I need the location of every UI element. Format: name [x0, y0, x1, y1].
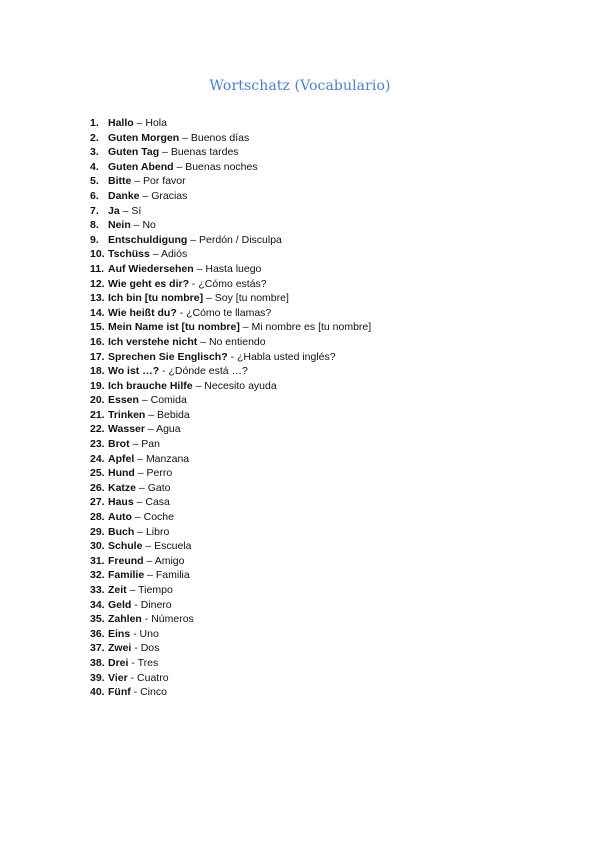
- german-term: Entschuldigung: [108, 233, 188, 246]
- item-number: 1.: [90, 117, 99, 129]
- separator: –: [136, 481, 148, 494]
- vocab-item: [90, 189, 371, 204]
- german-term: Ich bin [tu nombre]: [108, 292, 204, 305]
- german-term: Eins: [108, 627, 131, 640]
- german-term: Wie geht es dir?: [108, 277, 190, 290]
- german-term: Haus: [108, 496, 134, 509]
- german-term: Trinken: [108, 408, 146, 421]
- spanish-translation: Cinco: [140, 686, 167, 699]
- german-term: Freund: [108, 554, 144, 567]
- spanish-translation: Coche: [143, 511, 174, 524]
- separator: –: [133, 496, 146, 509]
- vocab-item: [90, 393, 371, 408]
- item-number: 10.: [90, 248, 105, 261]
- vocab-item: [90, 627, 371, 642]
- spanish-translation: Manzana: [145, 452, 190, 465]
- german-term: Hund: [108, 467, 135, 480]
- separator: –: [187, 233, 200, 246]
- item-number: 18.: [90, 365, 105, 378]
- item-number: 30.: [90, 540, 105, 553]
- item-number: 22.: [90, 423, 105, 436]
- spanish-translation: Uno: [139, 627, 159, 640]
- vocab-item: [90, 437, 371, 452]
- spanish-translation: Pan: [141, 438, 160, 451]
- vocab-item: [90, 364, 371, 379]
- item-number: 38.: [90, 656, 105, 669]
- separator: –: [239, 321, 252, 334]
- separator: –: [134, 452, 146, 465]
- vocab-item: [90, 466, 371, 481]
- spanish-translation: Perro: [146, 467, 173, 480]
- german-term: Guten Morgen: [108, 131, 180, 144]
- german-term: Hallo: [108, 117, 134, 129]
- vocab-item: [90, 218, 371, 233]
- separator: -: [176, 306, 187, 319]
- item-number: 14.: [90, 306, 105, 319]
- item-number: 8.: [90, 219, 99, 232]
- german-term: Buch: [108, 525, 135, 538]
- german-term: Auf Wiedersehen: [108, 262, 194, 275]
- vocab-item: [90, 495, 371, 510]
- spanish-translation: Escuela: [154, 540, 192, 553]
- item-number: 32.: [90, 569, 105, 582]
- item-number: 19.: [90, 379, 105, 392]
- vocab-item: [90, 350, 371, 365]
- spanish-translation: Hasta luego: [205, 262, 262, 275]
- separator: –: [131, 511, 144, 524]
- spanish-translation: Casa: [145, 496, 170, 509]
- separator: –: [129, 438, 142, 451]
- german-term: Wie heißt du?: [108, 306, 177, 319]
- german-term: Zahlen: [108, 613, 142, 626]
- spanish-translation: ¿Cómo estás?: [198, 277, 267, 290]
- vocab-item: [90, 422, 371, 437]
- german-term: Danke: [108, 189, 140, 202]
- vocab-item: [90, 174, 371, 189]
- spanish-translation: Tiempo: [138, 584, 173, 596]
- vocab-item: [90, 131, 371, 146]
- german-term: Drei: [108, 656, 129, 669]
- separator: –: [119, 204, 132, 217]
- item-number: 7.: [90, 204, 99, 217]
- spanish-translation: Dos: [140, 642, 160, 655]
- separator: –: [142, 540, 155, 553]
- german-term: Brot: [108, 438, 130, 451]
- item-number: 6.: [90, 189, 99, 202]
- spanish-translation: Agua: [156, 423, 181, 436]
- spanish-translation: Gato: [147, 481, 171, 494]
- separator: –: [145, 408, 158, 421]
- vocab-item: [90, 262, 371, 277]
- vocab-item: [90, 539, 371, 554]
- vocab-item: [90, 671, 371, 686]
- item-number: 25.: [90, 467, 105, 480]
- vocab-item: [90, 510, 371, 525]
- spanish-translation: Hola: [145, 117, 167, 129]
- separator: –: [193, 262, 206, 275]
- separator: –: [131, 175, 144, 188]
- german-term: Fünf: [108, 686, 131, 699]
- separator: –: [134, 525, 146, 538]
- item-number: 21.: [90, 408, 105, 421]
- item-number: 28.: [90, 511, 105, 524]
- german-term: Apfel: [108, 452, 135, 465]
- item-number: 29.: [90, 525, 105, 538]
- vocab-item: [90, 116, 371, 131]
- item-number: 12.: [90, 277, 105, 290]
- spanish-translation: Libro: [145, 525, 170, 538]
- spanish-translation: Necesito ayuda: [204, 379, 277, 392]
- vocab-item: [90, 408, 371, 423]
- vocab-item: [90, 379, 371, 394]
- item-number: 34.: [90, 598, 105, 611]
- item-number: 4.: [90, 160, 99, 173]
- separator: -: [141, 613, 152, 626]
- vocab-item: [90, 145, 371, 160]
- german-term: Zwei: [108, 642, 132, 655]
- separator: –: [143, 554, 155, 567]
- spanish-translation: Gracias: [151, 189, 188, 202]
- vocab-item: [90, 320, 371, 335]
- spanish-translation: Familia: [155, 569, 190, 582]
- vocab-item: [90, 525, 371, 540]
- spanish-translation: Amigo: [154, 554, 185, 567]
- separator: -: [131, 598, 141, 611]
- separator: -: [227, 350, 237, 363]
- vocab-item: [90, 160, 371, 175]
- german-term: Mein Name ist [tu nombre]: [108, 321, 240, 334]
- item-number: 33.: [90, 584, 105, 596]
- spanish-translation: No entiendo: [208, 335, 266, 348]
- separator: -: [130, 686, 141, 699]
- vocab-item: [90, 554, 371, 569]
- spanish-translation: No: [142, 219, 156, 232]
- german-term: Essen: [108, 394, 139, 407]
- separator: –: [144, 569, 156, 582]
- separator: –: [159, 146, 171, 159]
- item-number: 24.: [90, 452, 105, 465]
- german-term: Schule: [108, 540, 143, 553]
- spanish-translation: Perdón / Disculpa: [199, 233, 282, 246]
- german-term: Auto: [108, 511, 132, 524]
- item-number: 2.: [90, 131, 99, 144]
- item-number: 36.: [90, 627, 105, 640]
- separator: -: [128, 656, 138, 669]
- separator: –: [130, 219, 143, 232]
- vocab-item: [90, 247, 371, 262]
- item-number: 9.: [90, 233, 99, 246]
- german-term: Wo ist …?: [108, 365, 160, 378]
- separator: –: [192, 379, 205, 392]
- vocab-item: [90, 685, 371, 700]
- separator: –: [203, 292, 215, 305]
- separator: –: [197, 335, 209, 348]
- german-term: Ich verstehe nicht: [108, 335, 198, 348]
- german-term: Katze: [108, 481, 137, 494]
- separator: -: [131, 642, 141, 655]
- separator: -: [127, 671, 138, 684]
- item-number: 17.: [90, 350, 105, 363]
- german-term: Guten Abend: [108, 160, 174, 173]
- spanish-translation: Números: [151, 613, 194, 626]
- item-number: 5.: [90, 175, 99, 188]
- separator: -: [159, 365, 169, 378]
- spanish-translation: Cuatro: [137, 671, 169, 684]
- spanish-translation: Buenas tardes: [170, 146, 239, 159]
- item-number: 27.: [90, 496, 105, 509]
- vocab-item: [90, 233, 371, 248]
- german-term: Ja: [108, 204, 120, 217]
- spanish-translation: Soy [tu nombre]: [214, 292, 289, 305]
- spanish-translation: Tres: [137, 656, 159, 669]
- vocab-item: [90, 481, 371, 496]
- item-number: 15.: [90, 321, 105, 334]
- german-term: Familie: [108, 569, 145, 582]
- german-term: Zeit: [108, 584, 127, 596]
- spanish-translation: Bebida: [157, 408, 190, 421]
- separator: –: [179, 131, 191, 144]
- spanish-translation: Por favor: [143, 175, 186, 188]
- separator: –: [126, 584, 139, 596]
- separator: -: [189, 277, 199, 290]
- item-number: 3.: [90, 146, 99, 159]
- vocab-item: [90, 291, 371, 306]
- vocab-item: [90, 641, 371, 656]
- separator: –: [139, 189, 152, 202]
- german-term: Tschüss: [108, 248, 150, 261]
- separator: –: [173, 160, 186, 173]
- spanish-translation: ¿Cómo te llamas?: [186, 306, 272, 319]
- vocab-item: [90, 204, 371, 219]
- vocab-item: [90, 335, 371, 350]
- spanish-translation: Adiós: [160, 248, 188, 261]
- item-number: 13.: [90, 292, 105, 305]
- vocab-item: [90, 612, 371, 627]
- german-term: Sprechen Sie Englisch?: [108, 350, 228, 363]
- item-number: 35.: [90, 613, 105, 626]
- item-number: 11.: [90, 262, 105, 275]
- vocab-item: [90, 452, 371, 467]
- item-number: 20.: [90, 394, 105, 407]
- vocab-item: [90, 598, 371, 613]
- separator: –: [149, 248, 161, 261]
- german-term: Nein: [108, 219, 131, 232]
- separator: –: [138, 394, 151, 407]
- item-number: 23.: [90, 438, 105, 451]
- separator: –: [133, 117, 146, 129]
- german-term: Vier: [108, 671, 128, 684]
- spanish-translation: Sí: [131, 204, 142, 217]
- page-title: Wortschatz (Vocabulario): [209, 78, 391, 94]
- item-number: 37.: [90, 642, 105, 655]
- german-term: Wasser: [108, 423, 145, 436]
- german-term: Geld: [108, 598, 132, 611]
- spanish-translation: Comida: [150, 394, 187, 407]
- vocabulary-list: [90, 116, 371, 700]
- separator: –: [134, 467, 147, 480]
- spanish-translation: ¿Habla usted inglés?: [236, 350, 336, 363]
- german-term: Bitte: [108, 175, 132, 188]
- vocab-item: [90, 583, 371, 598]
- item-number: 31.: [90, 554, 105, 567]
- item-number: 39.: [90, 671, 105, 684]
- item-number: 16.: [90, 335, 105, 348]
- german-term: Ich brauche Hilfe: [108, 379, 193, 392]
- separator: –: [144, 423, 157, 436]
- spanish-translation: Mi nombre es [tu nombre]: [251, 321, 372, 334]
- german-term: Guten Tag: [108, 146, 160, 159]
- spanish-translation: ¿Dónde está …?: [168, 365, 248, 378]
- item-number: 26.: [90, 481, 105, 494]
- vocab-item: [90, 568, 371, 583]
- item-number: 40.: [90, 686, 105, 699]
- vocab-item: [90, 656, 371, 671]
- spanish-translation: Buenos días: [190, 131, 250, 144]
- spanish-translation: Buenas noches: [185, 160, 258, 173]
- spanish-translation: Dinero: [140, 598, 172, 611]
- vocab-item: [90, 306, 371, 321]
- separator: -: [130, 627, 140, 640]
- vocab-item: [90, 277, 371, 292]
